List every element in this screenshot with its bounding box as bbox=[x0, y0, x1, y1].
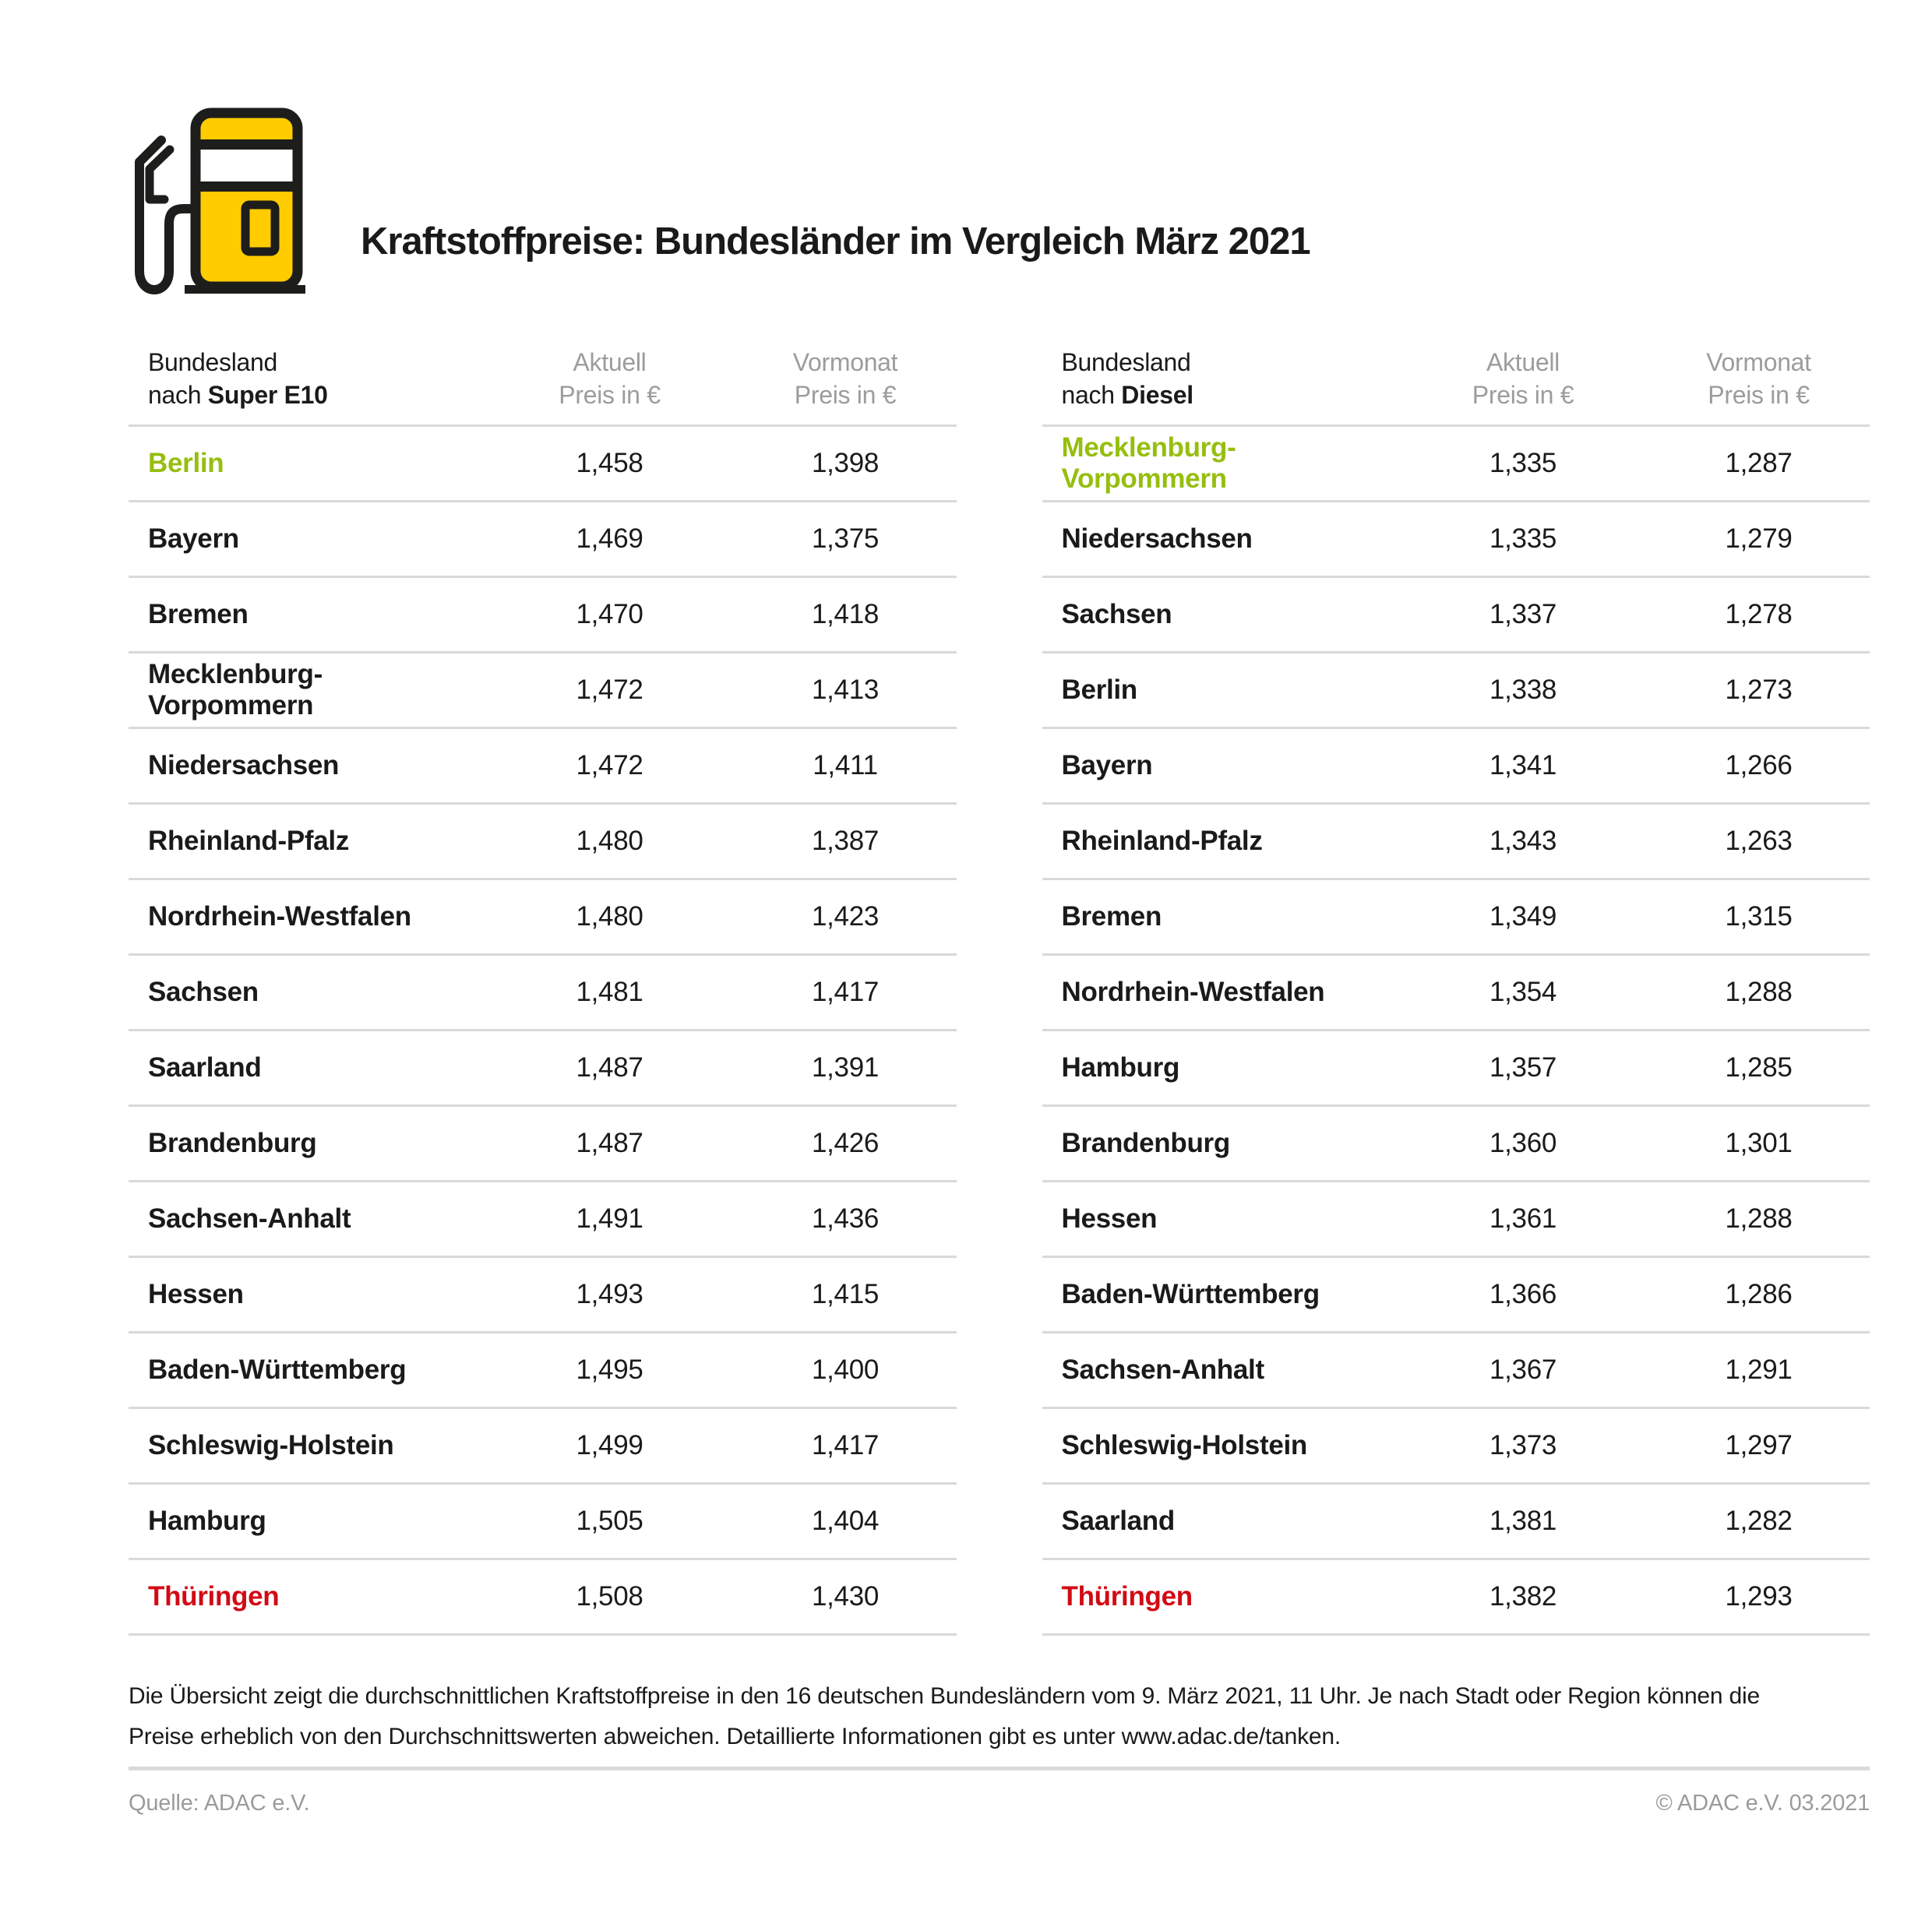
fuel-type-label: Diesel bbox=[1121, 381, 1193, 409]
current-price: 1,505 bbox=[576, 1506, 643, 1536]
table-row bbox=[129, 654, 957, 729]
state-name: Saarland bbox=[1061, 1506, 1175, 1536]
current-price: 1,338 bbox=[1489, 675, 1557, 705]
state-name: Berlin bbox=[148, 448, 224, 478]
current-price: 1,343 bbox=[1489, 826, 1557, 856]
current-price: 1,493 bbox=[576, 1279, 643, 1309]
column-header-state-line2: nach Diesel bbox=[1061, 381, 1193, 409]
table-body bbox=[1042, 427, 1870, 1636]
state-name: Hamburg bbox=[1061, 1052, 1180, 1083]
table-super-e10 bbox=[129, 346, 957, 1636]
state-name: Thüringen bbox=[148, 1581, 280, 1612]
table-header bbox=[1042, 346, 1870, 427]
column-header-previous: Vormonat Preis in € bbox=[792, 348, 898, 409]
previous-month-price: 1,375 bbox=[811, 523, 880, 554]
column-header-previous: Vormonat Preis in € bbox=[1706, 348, 1811, 409]
column-header-state bbox=[129, 346, 485, 411]
header bbox=[129, 101, 1870, 296]
state-name: Brandenburg bbox=[1061, 1128, 1230, 1158]
state-name: Sachsen bbox=[148, 977, 259, 1007]
footnote-line: Die Übersicht zeigt die durchschnittlichen Kraftstoffpreise in den 16 deutschen Bundesländern vom 9. März 2021, 11 Uhr. Je nach Stadt oder Region können die bbox=[129, 1683, 1760, 1709]
state-name: Baden-Württemberg bbox=[1061, 1279, 1320, 1309]
state-name: Niedersachsen bbox=[1061, 523, 1253, 554]
fuel-type-label: Super E10 bbox=[207, 381, 328, 409]
table-body bbox=[129, 427, 957, 1636]
table-row bbox=[129, 1031, 957, 1107]
state-name: Nordrhein-Westfalen bbox=[1061, 977, 1325, 1007]
state-name: Nordrhein-Westfalen bbox=[148, 901, 411, 932]
column-header-state bbox=[1042, 346, 1399, 411]
table-row bbox=[1042, 1333, 1870, 1409]
state-name: Bremen bbox=[1061, 901, 1162, 932]
current-price: 1,381 bbox=[1489, 1506, 1557, 1536]
previous-month-price: 1,293 bbox=[1725, 1581, 1793, 1612]
current-price: 1,354 bbox=[1489, 977, 1557, 1007]
current-price: 1,335 bbox=[1489, 448, 1557, 478]
current-price: 1,337 bbox=[1489, 599, 1557, 629]
table-row bbox=[129, 729, 957, 805]
previous-month-price: 1,287 bbox=[1725, 448, 1793, 478]
previous-month-price: 1,417 bbox=[811, 1430, 880, 1460]
previous-month-price: 1,436 bbox=[811, 1203, 880, 1234]
state-name: Bayern bbox=[148, 523, 239, 554]
previous-month-price: 1,430 bbox=[811, 1581, 880, 1612]
current-price: 1,480 bbox=[576, 826, 643, 856]
column-header-current: Aktuell Preis in € bbox=[559, 348, 661, 409]
current-price: 1,472 bbox=[576, 675, 643, 705]
source-label: Quelle: ADAC e.V. bbox=[129, 1791, 310, 1816]
current-price: 1,480 bbox=[576, 901, 643, 932]
table-row bbox=[1042, 880, 1870, 956]
table-row bbox=[1042, 502, 1870, 578]
current-price: 1,357 bbox=[1489, 1052, 1557, 1083]
table-row bbox=[1042, 1107, 1870, 1182]
current-price: 1,349 bbox=[1489, 901, 1557, 932]
current-price: 1,487 bbox=[576, 1128, 643, 1158]
state-name: Bayern bbox=[1061, 750, 1153, 780]
state-name: Sachsen-Anhalt bbox=[148, 1203, 351, 1234]
state-name: Rheinland-Pfalz bbox=[148, 826, 350, 856]
previous-month-price: 1,263 bbox=[1725, 826, 1793, 856]
previous-month-price: 1,282 bbox=[1725, 1506, 1793, 1536]
previous-month-price: 1,291 bbox=[1725, 1355, 1793, 1385]
table-row bbox=[129, 427, 957, 502]
tables-container bbox=[129, 346, 1870, 1636]
state-name: Mecklenburg-Vorpommern bbox=[1061, 432, 1236, 494]
state-name: Bremen bbox=[148, 599, 249, 629]
state-name: Rheinland-Pfalz bbox=[1061, 826, 1263, 856]
current-price: 1,382 bbox=[1489, 1581, 1557, 1612]
current-price: 1,360 bbox=[1489, 1128, 1557, 1158]
previous-month-price: 1,415 bbox=[811, 1279, 880, 1309]
state-name: Hessen bbox=[1061, 1203, 1158, 1234]
current-price: 1,469 bbox=[576, 523, 643, 554]
previous-month-price: 1,301 bbox=[1725, 1128, 1793, 1158]
table-row bbox=[129, 1107, 957, 1182]
current-price: 1,499 bbox=[576, 1430, 643, 1460]
state-name: Sachsen-Anhalt bbox=[1061, 1355, 1264, 1385]
state-name: Hessen bbox=[148, 1279, 244, 1309]
table-row bbox=[129, 1485, 957, 1560]
current-price: 1,458 bbox=[576, 448, 643, 478]
current-price: 1,481 bbox=[576, 977, 643, 1007]
previous-month-price: 1,387 bbox=[811, 826, 880, 856]
current-price: 1,495 bbox=[576, 1355, 643, 1385]
current-price: 1,335 bbox=[1489, 523, 1557, 554]
current-price: 1,367 bbox=[1489, 1355, 1557, 1385]
state-name: Thüringen bbox=[1061, 1581, 1193, 1612]
page-title: Kraftstoffpreise: Bundesländer im Vergleich März 2021 bbox=[361, 220, 1310, 262]
current-price: 1,491 bbox=[576, 1203, 643, 1234]
state-name: Brandenburg bbox=[148, 1128, 317, 1158]
table-row bbox=[129, 805, 957, 880]
state-name: Schleswig-Holstein bbox=[1061, 1430, 1307, 1460]
state-name: Sachsen bbox=[1061, 599, 1172, 629]
previous-month-price: 1,426 bbox=[811, 1128, 880, 1158]
footnote bbox=[129, 1676, 1870, 1757]
previous-month-price: 1,273 bbox=[1725, 675, 1793, 705]
previous-month-price: 1,315 bbox=[1725, 901, 1793, 932]
previous-month-price: 1,423 bbox=[811, 901, 880, 932]
table-row bbox=[1042, 729, 1870, 805]
previous-month-price: 1,398 bbox=[811, 448, 880, 478]
state-name: Hamburg bbox=[148, 1506, 266, 1536]
previous-month-price: 1,413 bbox=[811, 675, 880, 705]
column-header-current: Aktuell Preis in € bbox=[1472, 348, 1574, 409]
fuel-pump-icon bbox=[129, 101, 323, 296]
state-name: Baden-Württemberg bbox=[148, 1355, 407, 1385]
footer bbox=[129, 1791, 1870, 1816]
previous-month-price: 1,278 bbox=[1725, 599, 1793, 629]
table-row bbox=[1042, 956, 1870, 1031]
current-price: 1,361 bbox=[1489, 1203, 1557, 1234]
table-row bbox=[129, 1182, 957, 1258]
state-name: Mecklenburg-Vorpommern bbox=[148, 659, 323, 720]
table-row bbox=[129, 578, 957, 654]
table-header bbox=[129, 346, 957, 427]
table-row bbox=[1042, 1031, 1870, 1107]
table-row bbox=[1042, 427, 1870, 502]
column-header-state-line1: Bundesland bbox=[1061, 348, 1191, 376]
previous-month-price: 1,400 bbox=[811, 1355, 880, 1385]
table-row bbox=[129, 880, 957, 956]
table-row bbox=[1042, 805, 1870, 880]
current-price: 1,472 bbox=[576, 750, 643, 780]
previous-month-price: 1,411 bbox=[813, 750, 878, 780]
previous-month-price: 1,279 bbox=[1725, 523, 1793, 554]
current-price: 1,470 bbox=[576, 599, 643, 629]
table-row bbox=[1042, 654, 1870, 729]
table-row bbox=[1042, 1182, 1870, 1258]
table-row bbox=[1042, 1485, 1870, 1560]
state-name: Schleswig-Holstein bbox=[148, 1430, 394, 1460]
table-row bbox=[1042, 1560, 1870, 1636]
previous-month-price: 1,288 bbox=[1725, 977, 1793, 1007]
column-header-state-line2: nach Super E10 bbox=[148, 381, 328, 409]
table-row bbox=[129, 1258, 957, 1333]
previous-month-price: 1,391 bbox=[811, 1052, 880, 1083]
footer-divider bbox=[129, 1767, 1870, 1770]
current-price: 1,373 bbox=[1489, 1430, 1557, 1460]
table-row bbox=[129, 1560, 957, 1636]
state-name: Berlin bbox=[1061, 675, 1137, 705]
current-price: 1,366 bbox=[1489, 1279, 1557, 1309]
previous-month-price: 1,404 bbox=[811, 1506, 880, 1536]
current-price: 1,341 bbox=[1489, 750, 1557, 780]
table-row bbox=[129, 956, 957, 1031]
previous-month-price: 1,288 bbox=[1725, 1203, 1793, 1234]
table-row bbox=[129, 1333, 957, 1409]
previous-month-price: 1,417 bbox=[811, 977, 880, 1007]
column-header-state-line1: Bundesland bbox=[148, 348, 278, 376]
previous-month-price: 1,418 bbox=[811, 599, 880, 629]
state-name: Niedersachsen bbox=[148, 750, 340, 780]
state-name: Saarland bbox=[148, 1052, 262, 1083]
current-price: 1,508 bbox=[576, 1581, 643, 1612]
table-row bbox=[1042, 578, 1870, 654]
table-row bbox=[129, 502, 957, 578]
previous-month-price: 1,286 bbox=[1725, 1279, 1793, 1309]
previous-month-price: 1,266 bbox=[1725, 750, 1793, 780]
previous-month-price: 1,297 bbox=[1725, 1430, 1793, 1460]
previous-month-price: 1,285 bbox=[1725, 1052, 1793, 1083]
table-diesel bbox=[1042, 346, 1870, 1636]
table-row bbox=[1042, 1409, 1870, 1485]
copyright-label: © ADAC e.V. 03.2021 bbox=[1655, 1791, 1870, 1816]
table-row bbox=[1042, 1258, 1870, 1333]
current-price: 1,487 bbox=[576, 1052, 643, 1083]
table-row bbox=[129, 1409, 957, 1485]
footnote-line: Preise erheblich von den Durchschnittswerten abweichen. Detaillierte Informationen gibt es unter www.adac.de/tanken. bbox=[129, 1724, 1341, 1749]
